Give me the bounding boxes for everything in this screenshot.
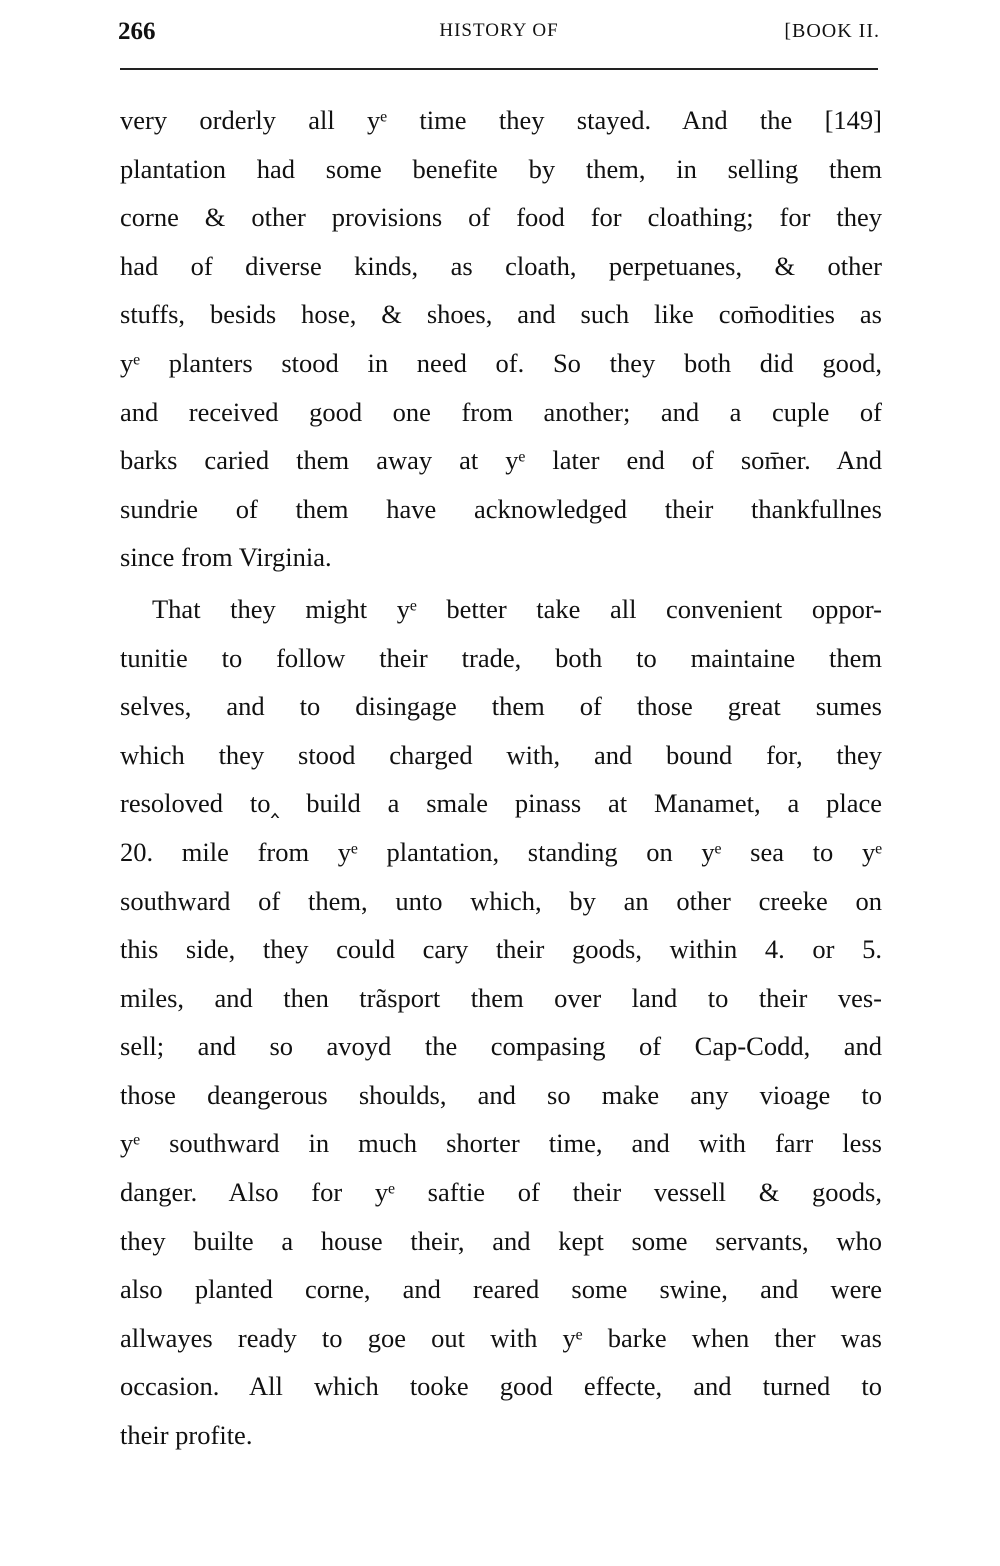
text-line: sundrie of them have acknowledged their thankfullnes (120, 493, 882, 524)
text-line: selves, and to disingage them of those great sumes (120, 691, 882, 722)
page-number: 266 (118, 18, 156, 45)
text-line: they builte a house their, and kept some servants, who (120, 1225, 882, 1256)
text-line: barks caried them away at yᵉ later end of som̄er. And (120, 445, 882, 476)
text-line: miles, and then trãsport them over land to their ves- (120, 982, 882, 1013)
text-line: stuffs, besids hose, & shoes, and such like com̄odities as (120, 299, 882, 330)
running-header (118, 18, 880, 54)
text-line: corne & other provisions of food for cloathing; for they (120, 202, 882, 233)
text-line: southward of them, unto which, by an other creeke on (120, 885, 882, 916)
text-line: yᵉ planters stood in need of. So they both did good, (120, 347, 882, 378)
text-line: plantation had some benefite by them, in selling them (120, 153, 882, 184)
text-line: 20. mile from yᵉ plantation, standing on yᵉ sea to yᵉ (120, 836, 882, 867)
page-body (120, 96, 882, 1460)
text-line: also planted corne, and reared some swine, and were (120, 1274, 882, 1305)
text-line: allwayes ready to goe out with yᵉ barke when ther was (120, 1322, 882, 1353)
text-line: those deangerous shoulds, and so make any vioage to (120, 1079, 882, 1110)
running-title: HISTORY OF (439, 20, 559, 41)
text-line: very orderly all yᵉ time they stayed. And the [149] (120, 105, 882, 135)
text-line: which they stood charged with, and bound for, they (120, 739, 882, 770)
text-line: danger. Also for yᵉ saftie of their vessell & goods, (120, 1177, 882, 1208)
text-line: this side, they could cary their goods, within 4. or 5. (120, 934, 882, 965)
text-line: occasion. All which tooke good effecte, and turned to (120, 1371, 882, 1402)
text-line: and received good one from another; and a cuple of (120, 396, 882, 427)
text-line: had of diverse kinds, as cloath, perpetuanes, & other (120, 250, 882, 281)
text-line: their profite. (120, 1420, 253, 1451)
text-line: That they might yᵉ better take all convenient oppor- (152, 593, 882, 624)
book-section: [BOOK II. (784, 20, 880, 42)
header-rule (120, 68, 878, 70)
paragraph (120, 585, 882, 1460)
text-line: since from Virginia. (120, 542, 332, 573)
text-line: tunitie to follow their trade, both to maintaine them (120, 642, 882, 673)
text-line: sell; and so avoyd the compasing of Cap-Codd, and (120, 1031, 882, 1062)
text-line: resoloved to‸ build a smale pinass at Manamet, a place (120, 788, 882, 819)
paragraph (120, 96, 882, 582)
text-line: yᵉ southward in much shorter time, and with farr less (120, 1128, 882, 1159)
